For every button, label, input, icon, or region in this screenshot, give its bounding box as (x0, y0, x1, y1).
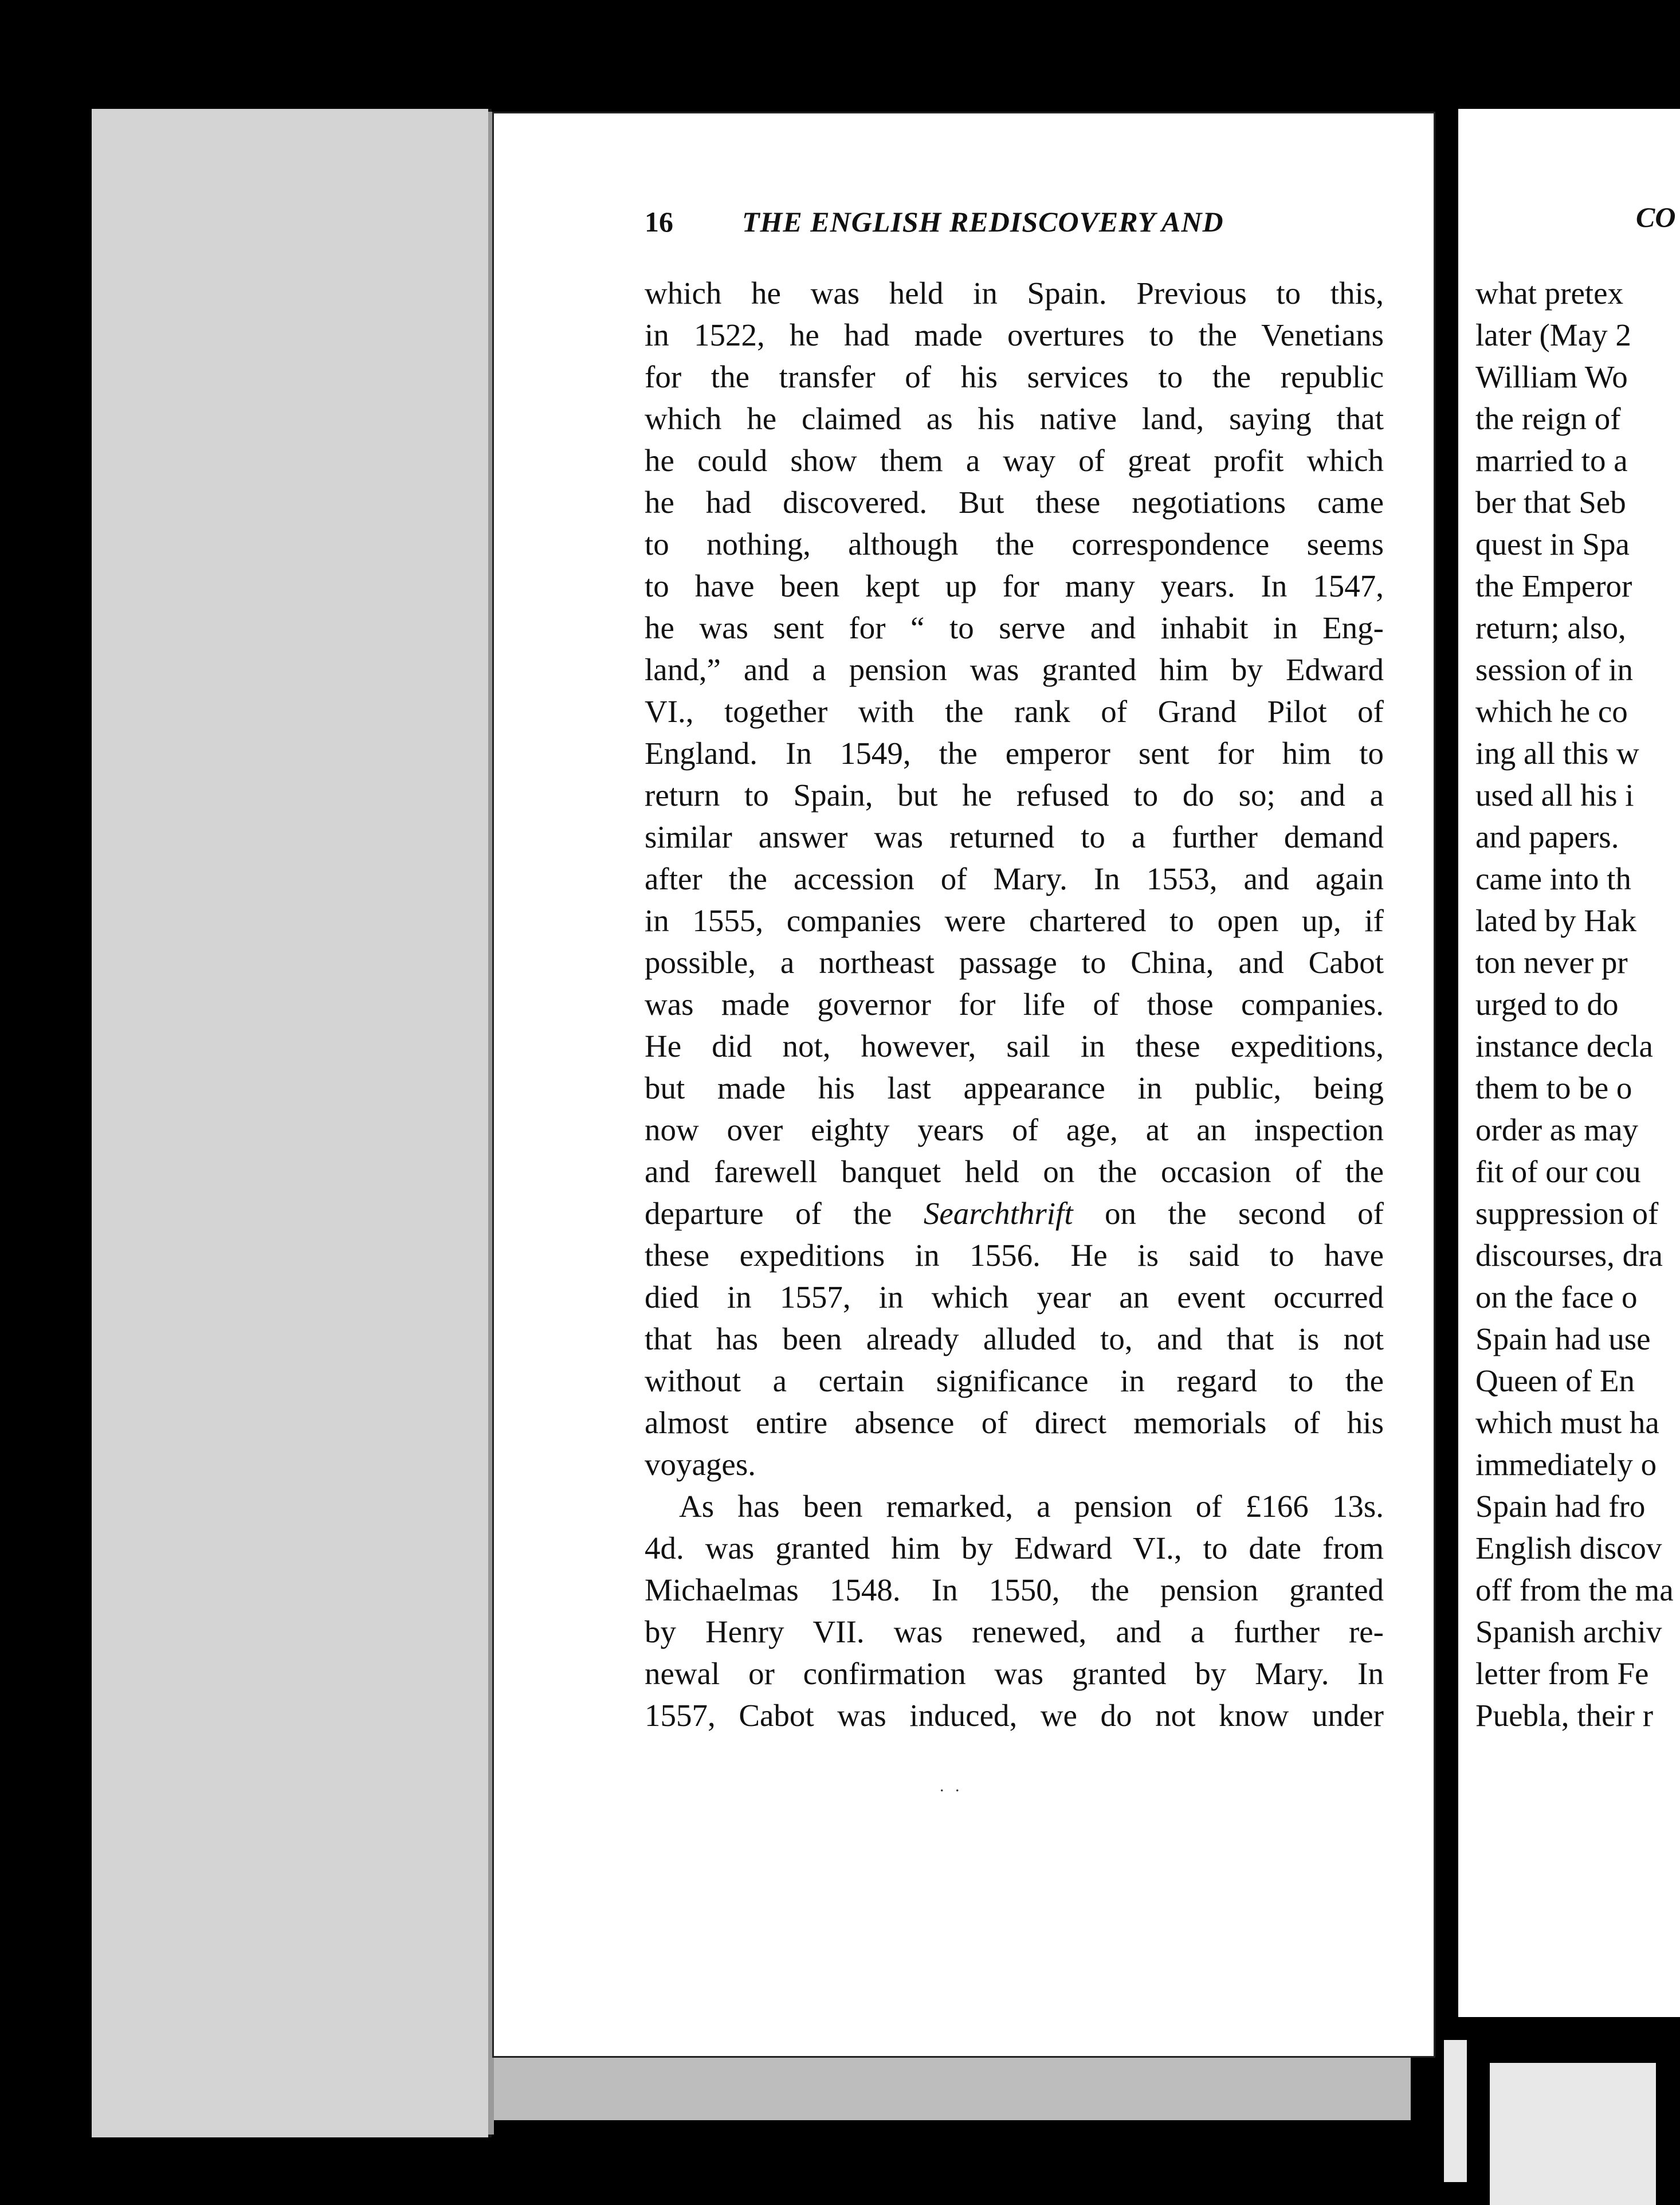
text-line: He did not, however, sail in these expeditions, (645, 1029, 1384, 1064)
facing-page (1458, 109, 1680, 2017)
text-line: now over eighty years of age, at an inspection (645, 1112, 1384, 1147)
facing-text-line: instance decla (1475, 1029, 1653, 1064)
text-line: but made his last appearance in public, being (645, 1070, 1384, 1105)
text-line: which he was held in Spain. Previous to this, (645, 276, 1384, 311)
text-line: similar answer was returned to a further demand (645, 819, 1384, 854)
body-text (645, 272, 1384, 1736)
facing-text-line: return; also, (1475, 610, 1626, 645)
facing-text-line: quest in Spa (1475, 527, 1630, 562)
facing-text-line: which he co (1475, 694, 1628, 729)
facing-text-line: lated by Hak (1475, 903, 1637, 938)
text-line: Michaelmas 1548. In 1550, the pension granted (645, 1572, 1384, 1607)
facing-text-line: Spanish archiv (1475, 1614, 1662, 1649)
text-line: for the transfer of his services to the republic (645, 359, 1384, 394)
text-line: departure of the Searchthrift on the second of (645, 1196, 1384, 1231)
facing-text-line: which must ha (1475, 1405, 1659, 1440)
text-line: voyages. (645, 1447, 756, 1482)
facing-text-line: letter from Fe (1475, 1656, 1649, 1691)
facing-text-line: session of in (1475, 652, 1633, 687)
facing-text-line: discourses, dra (1475, 1238, 1663, 1273)
facing-text-line: fit of our cou (1475, 1154, 1641, 1189)
facing-text-line: ber that Seb (1475, 485, 1626, 520)
text-line: by Henry VII. was renewed, and a further re- (645, 1614, 1384, 1649)
left-blank-page (92, 109, 492, 2137)
text-line: England. In 1549, the emperor sent for him to (645, 736, 1384, 771)
text-line: VI., together with the rank of Grand Pilot of (645, 694, 1384, 729)
book-edge-stripe (1444, 2040, 1467, 2182)
facing-text-line: ton never pr (1475, 945, 1628, 980)
text-line: in 1555, companies were chartered to open up, if (645, 903, 1384, 938)
page-number: 16 (645, 206, 673, 238)
facing-running-head: CO (1636, 201, 1676, 233)
facing-text-line: used all his i (1475, 778, 1634, 813)
facing-text-line: on the face o (1475, 1280, 1638, 1315)
text-line: without a certain significance in regard to the (645, 1363, 1384, 1398)
facing-text-line: came into th (1475, 861, 1631, 896)
facing-text-line: the Emperor (1475, 568, 1632, 603)
text-line: to nothing, although the correspondence seems (645, 527, 1384, 562)
text-line: newal or confirmation was granted by Mary. In (645, 1656, 1384, 1691)
facing-text-line: English discov (1475, 1531, 1662, 1566)
text-line: was made governor for life of those companies. (645, 987, 1384, 1022)
facing-text-line: Puebla, their r (1475, 1698, 1654, 1733)
text-line: almost entire absence of direct memorials of his (645, 1405, 1384, 1440)
text-line: which he claimed as his native land, saying that (645, 401, 1384, 436)
facing-text-line: the reign of (1475, 401, 1621, 436)
text-line: in 1522, he had made overtures to the Venetians (645, 317, 1384, 352)
text-line: 4d. was granted him by Edward VI., to date from (645, 1531, 1384, 1566)
facing-text-line: suppression of (1475, 1196, 1659, 1231)
text-line: died in 1557, in which year an event occurred (645, 1280, 1384, 1315)
text-line: he was sent for “ to serve and inhabit in Eng- (645, 610, 1384, 645)
facing-text-line: ing all this w (1475, 736, 1639, 771)
text-line: and farewell banquet held on the occasion of the (645, 1154, 1384, 1189)
book-edge-stripe (1490, 2063, 1656, 2205)
text-line: he had discovered. But these negotiations came (645, 485, 1384, 520)
text-line: that has been already alluded to, and that is not (645, 1321, 1384, 1356)
text-line: possible, a northeast passage to China, and Cabot (645, 945, 1384, 980)
facing-text-line: later (May 2 (1475, 317, 1631, 352)
text-line: As has been remarked, a pension of £166 13s. (679, 1489, 1384, 1524)
text-line: to have been kept up for many years. In 1547, (645, 568, 1384, 603)
text-line: he could show them a way of great profit which (645, 443, 1384, 478)
facing-text-line: what pretex (1475, 276, 1624, 311)
page-marks: . . (940, 1776, 963, 1795)
facing-body-text (1475, 272, 1680, 1736)
facing-text-line: Queen of En (1475, 1363, 1635, 1398)
facing-text-line: Spain had use (1475, 1321, 1651, 1356)
facing-text-line: and papers. (1475, 819, 1619, 854)
text-line: after the accession of Mary. In 1553, and again (645, 861, 1384, 896)
text-line: 1557, Cabot was induced, we do not know under (645, 1698, 1384, 1733)
text-line: land,” and a pension was granted him by Edward (645, 652, 1384, 687)
facing-text-line: order as may (1475, 1112, 1639, 1147)
running-head: THE ENGLISH REDISCOVERY AND (742, 206, 1224, 238)
facing-text-line: off from the ma (1475, 1572, 1674, 1607)
text-line: these expeditions in 1556. He is said to have (645, 1238, 1384, 1273)
facing-text-line: immediately o (1475, 1447, 1657, 1482)
text-line: return to Spain, but he refused to do so; and a (645, 778, 1384, 813)
page-edge-strip (488, 112, 494, 2135)
page-header (645, 201, 1321, 246)
facing-text-line: them to be o (1475, 1070, 1632, 1105)
facing-text-line: William Wo (1475, 359, 1628, 394)
facing-text-line: married to a (1475, 443, 1628, 478)
facing-text-line: urged to do (1475, 987, 1619, 1022)
facing-text-line: Spain had fro (1475, 1489, 1646, 1524)
